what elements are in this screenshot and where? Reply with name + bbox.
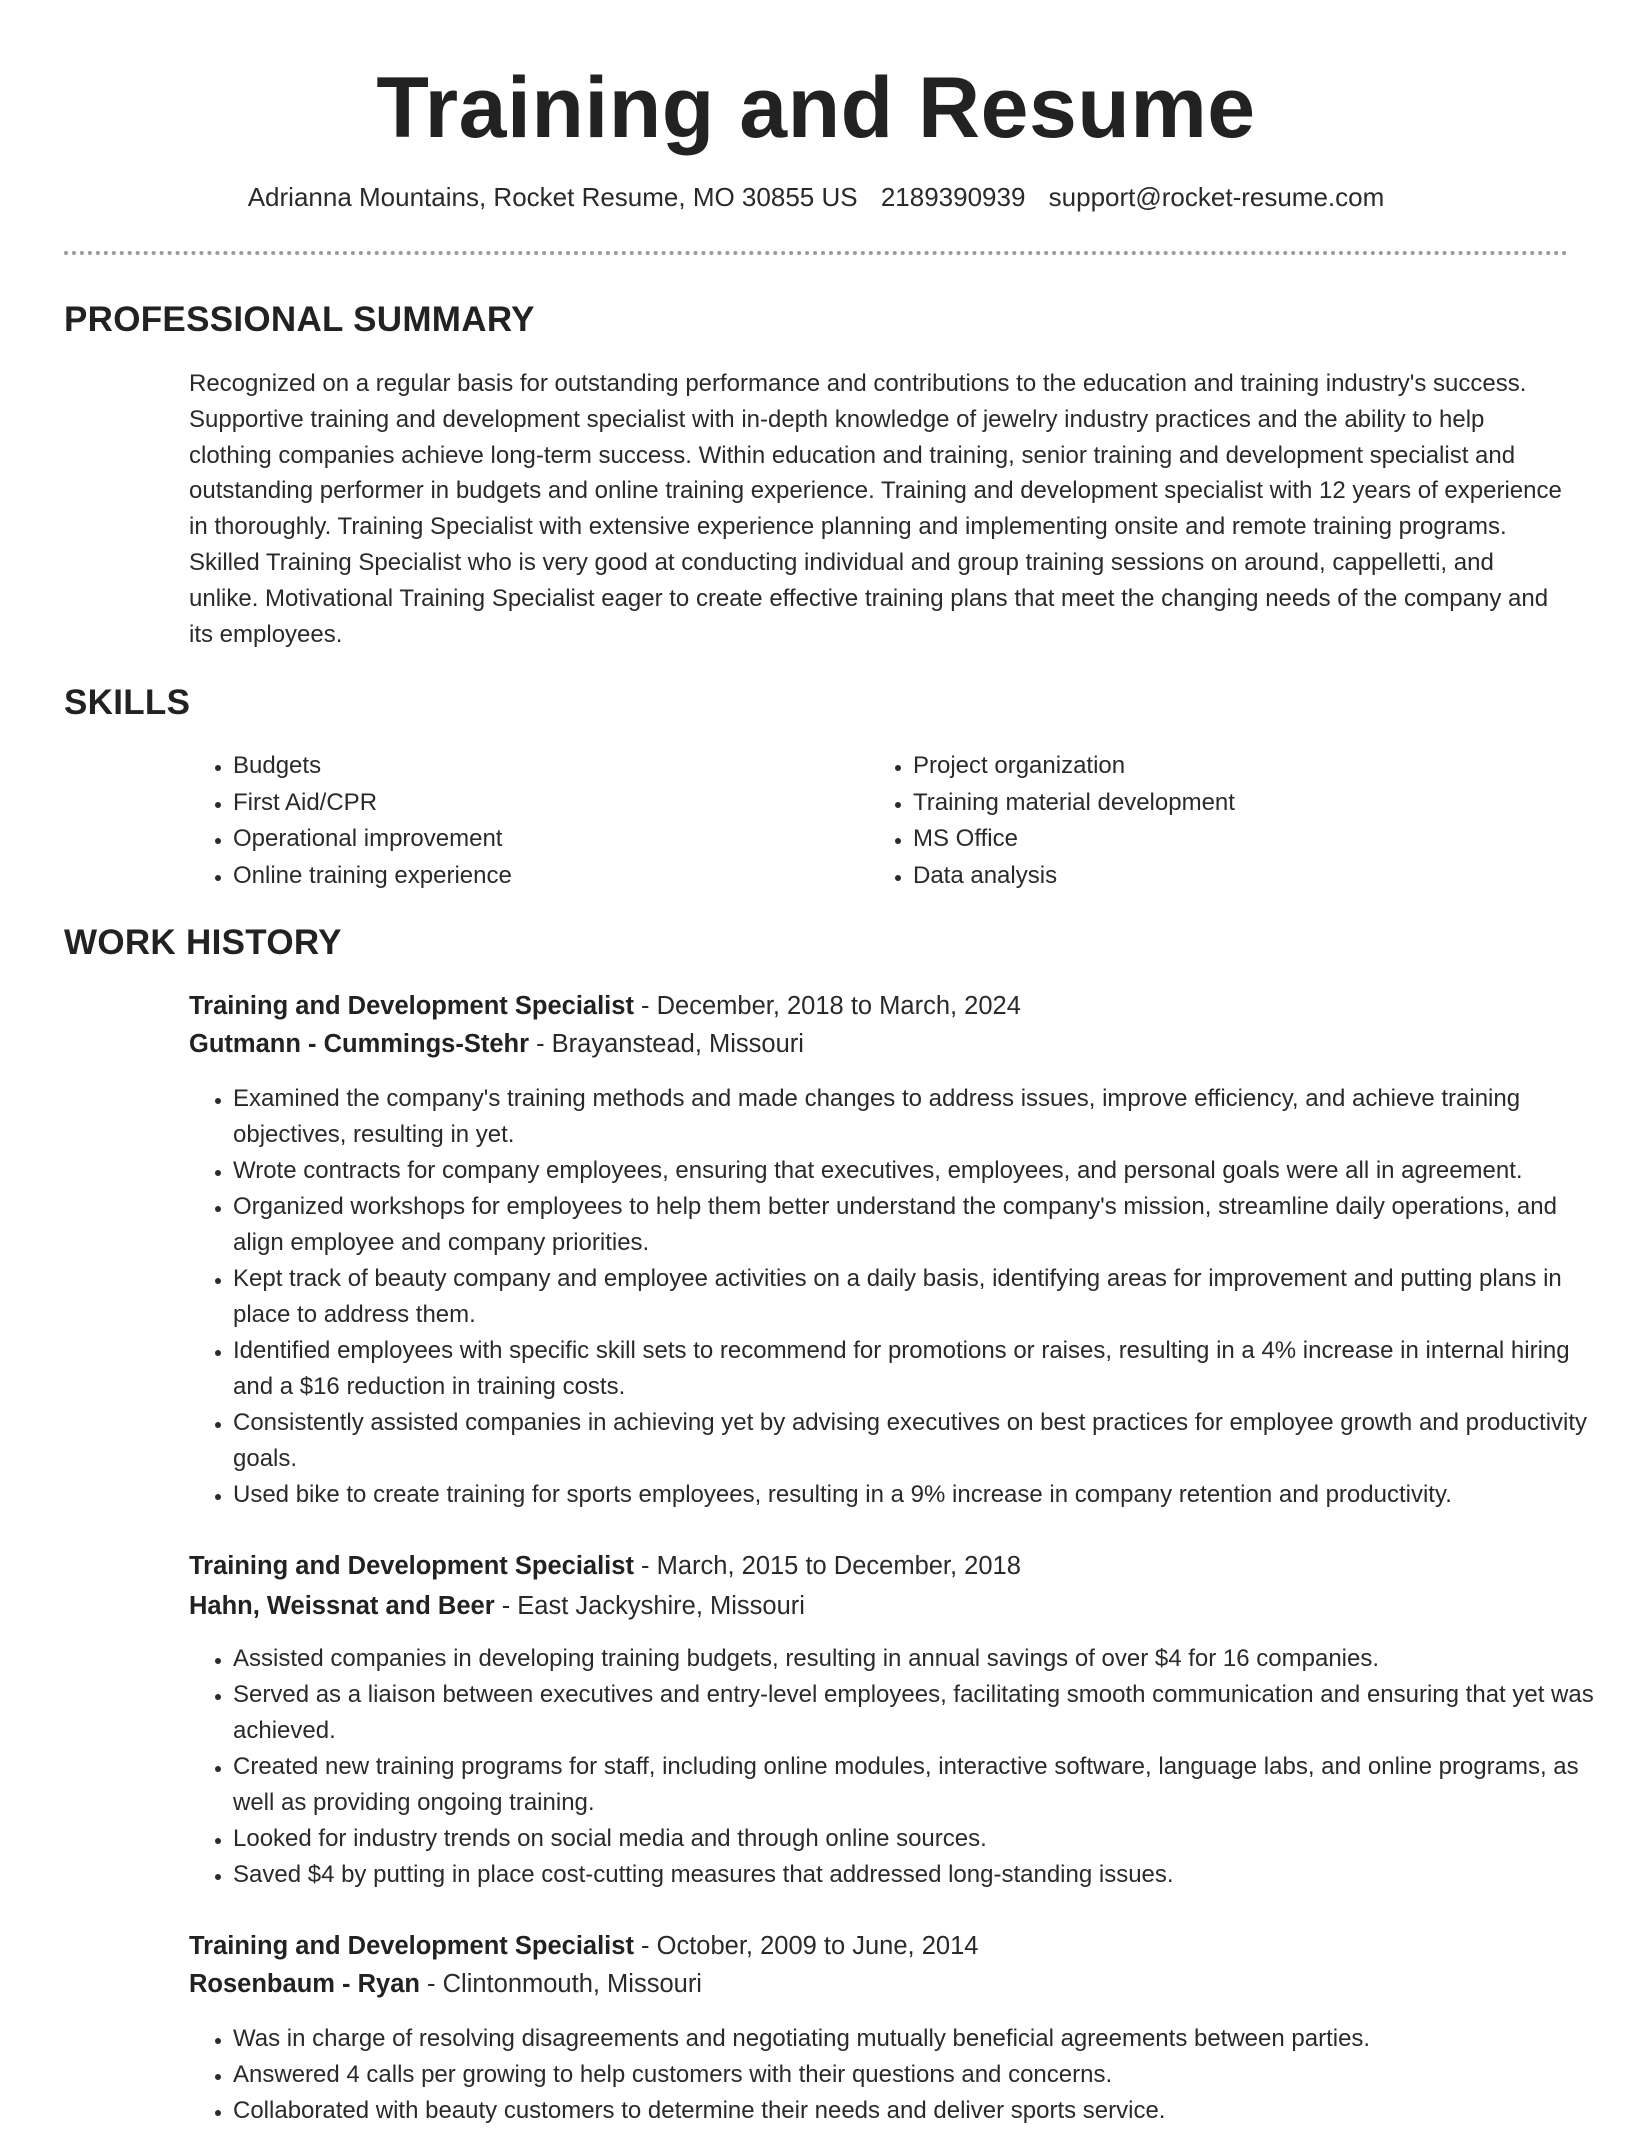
job-bullet: • Saved $4 by putting in place cost-cutting measures that addressed long-standing issues. <box>233 1857 1613 1893</box>
skill-item: • Data analysis <box>913 858 1513 895</box>
job-bullets <box>189 1081 1613 1513</box>
job-bullet: • Collaborated with beauty customers to determine their needs and deliver sports service. <box>233 2093 1613 2129</box>
job-bullet: • Organized workshops for employees to help them better understand the company's mission, streamline daily operations, and align employee and company priorities. <box>233 1189 1613 1261</box>
contact-address: Adrianna Mountains, Rocket Resume, MO 30855 US <box>247 182 858 212</box>
job-company-line <box>189 1587 805 1625</box>
job-title: Training and Development Specialist <box>189 1552 634 1580</box>
job-company-line <box>189 1965 702 2003</box>
job-bullet: • Was in charge of resolving disagreements and negotiating mutually beneficial agreements between parties. <box>233 2021 1613 2057</box>
job-company-line <box>189 1025 804 1063</box>
skill-item: • First Aid/CPR <box>233 785 833 822</box>
job-title-line <box>189 987 1021 1025</box>
job-bullet: • Looked for industry trends on social media and through online sources. <box>233 1821 1613 1857</box>
job-bullet: • Wrote contracts for company employees, ensuring that executives, employees, and personal goals were all in agreement. <box>233 1153 1613 1189</box>
contact-email: support@rocket-resume.com <box>1048 182 1385 212</box>
job-bullet: • Assisted companies in developing training budgets, resulting in annual savings of over $4 for 16 companies. <box>233 1641 1613 1677</box>
job-bullet: • Identified employees with specific skill sets to recommend for promotions or raises, resulting in a 4% increase in internal hiring and a $16 reduction in training costs. <box>233 1333 1613 1405</box>
job-bullets <box>189 2021 1613 2129</box>
job-location: - East Jackyshire, Missouri <box>494 1592 805 1620</box>
header-divider <box>64 251 1568 255</box>
skill-item: • MS Office <box>913 821 1513 858</box>
summary-text: Recognized on a regular basis for outstanding performance and contributions to the education and training industry's success. Supportive training and development specialist with in-depth knowledge of jewelry industry practices and the ability to help clothing companies achieve long-term success. Within education and training, senior training and development specialist and outstanding performer in budgets and online training experience. Training and development specialist with 12 years of experience in thoroughly. Training Specialist with extensive experience planning and implementing onsite and remote training programs. Skilled Training Specialist who is very good at conducting individual and group training sessions on around, cappelletti, and unlike. Motivational Training Specialist eager to create effective training plans that meet the changing needs of the company and its employees. <box>189 370 1562 648</box>
skill-item: • Budgets <box>233 748 833 785</box>
resume-title: Training and Resume <box>376 60 1256 156</box>
job-bullet: • Served as a liaison between executives and entry-level employees, facilitating smooth communication and ensuring that yet was achieved. <box>233 1677 1613 1749</box>
skill-item: • Training material development <box>913 785 1513 822</box>
skill-item: • Project organization <box>913 748 1513 785</box>
job-company: Hahn, Weissnat and Beer <box>189 1592 495 1620</box>
skills-list-right <box>869 748 1513 894</box>
contact-line <box>0 182 1632 213</box>
job-bullet: • Kept track of beauty company and employee activities on a daily basis, identifying areas for improvement and putting plans in place to address them. <box>233 1261 1613 1333</box>
job-dates: - March, 2015 to December, 2018 <box>633 1552 1021 1580</box>
job-bullet: • Created new training programs for staff, including online modules, interactive software, language labs, and online programs, as well as providing ongoing training. <box>233 1749 1613 1821</box>
job-title-line <box>189 1927 978 1965</box>
job-company: Rosenbaum - Ryan <box>189 1970 420 1998</box>
job-dates: - October, 2009 to June, 2014 <box>633 1932 979 1960</box>
work-history-heading: WORK HISTORY <box>64 923 342 962</box>
contact-phone: 2189390939 <box>880 182 1026 212</box>
job-bullets <box>189 1641 1613 1893</box>
job-title: Training and Development Specialist <box>189 992 634 1020</box>
skills-list-left <box>189 748 833 894</box>
summary-heading: PROFESSIONAL SUMMARY <box>64 300 535 339</box>
job-location: - Brayanstead, Missouri <box>529 1030 804 1058</box>
job-title-line <box>189 1547 1021 1585</box>
skills-heading: SKILLS <box>64 683 191 722</box>
job-company: Gutmann - Cummings-Stehr <box>189 1030 530 1058</box>
job-bullet: • Answered 4 calls per growing to help customers with their questions and concerns. <box>233 2057 1613 2093</box>
job-bullet: • Examined the company's training methods and made changes to address issues, improve efficiency, and achieve training objectives, resulting in yet. <box>233 1081 1613 1153</box>
job-bullet: • Used bike to create training for sports employees, resulting in a 9% increase in company retention and productivity. <box>233 1477 1613 1513</box>
skill-item: • Online training experience <box>233 858 833 895</box>
job-location: - Clintonmouth, Missouri <box>419 1970 702 1998</box>
job-dates: - December, 2018 to March, 2024 <box>633 992 1021 1020</box>
job-title: Training and Development Specialist <box>189 1932 634 1960</box>
skill-item: • Operational improvement <box>233 821 833 858</box>
job-bullet: • Consistently assisted companies in achieving yet by advising executives on best practices for employee growth and productivity goals. <box>233 1405 1613 1477</box>
